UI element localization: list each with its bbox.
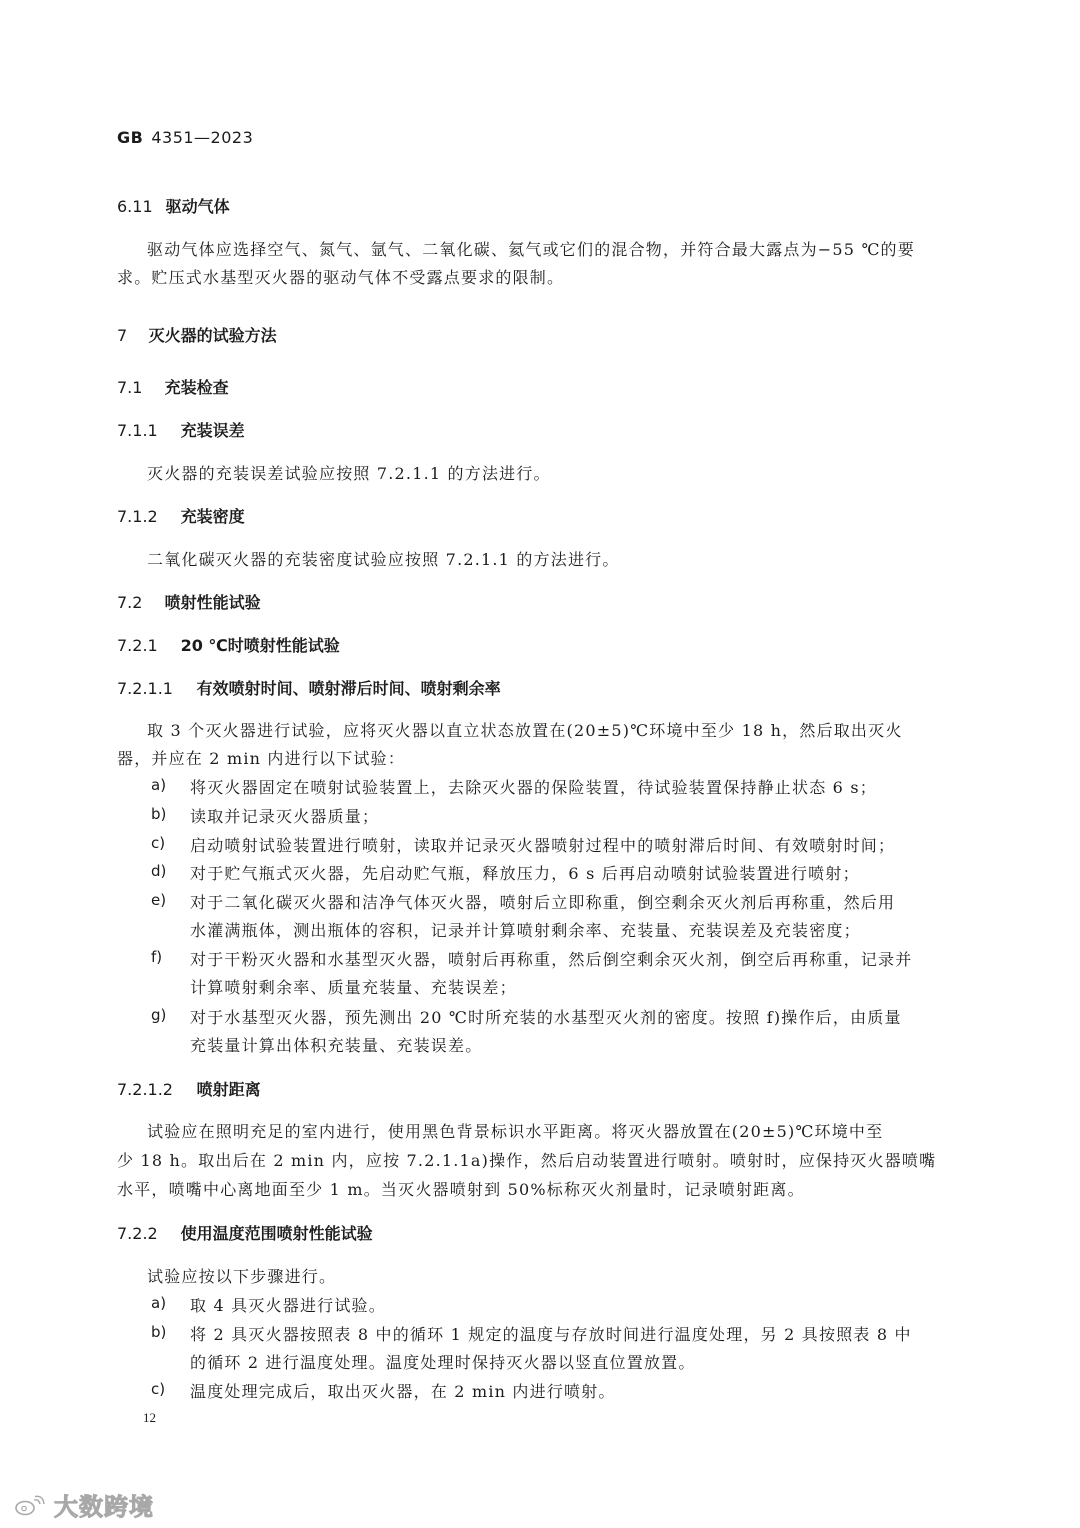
list-item-marker: f) [151, 948, 163, 966]
section-6-11-line-2: 求。贮压式水基型灭火器的驱动气体不受露点要求的限制。 [117, 268, 565, 287]
weibo-logo-icon [14, 1495, 48, 1515]
watermark-text: 大数跨境 [54, 1493, 154, 1521]
list-item-text: 计算喷射剩余率、质量充装量、充装误差； [190, 978, 517, 997]
section-7-2-1-heading: 7.2.1 20 ℃时喷射性能试验 [117, 636, 340, 655]
list-item-text: 温度处理完成后，取出灭火器，在 2 min 内进行喷射。 [190, 1382, 616, 1401]
section-7-heading: 7 灭火器的试验方法 [117, 326, 277, 345]
list-item-text: 将 2 具灭火器按照表 8 中的循环 1 规定的温度与存放时间进行温度处理，另 2 具按照表 8 中 [190, 1325, 912, 1344]
list-item-marker: d) [151, 862, 167, 880]
section-7-2-1-2-line-1: 试验应在照明充足的室内进行，使用黑色背景标识水平距离。将灭火器放置在(20±5)℃环境中至 [147, 1122, 884, 1141]
section-7-2-2-heading: 7.2.2 使用温度范围喷射性能试验 [117, 1224, 373, 1243]
section-7-2-1-1-intro-line-2: 器，并应在 2 min 内进行以下试验： [117, 749, 406, 768]
list-item-marker: g) [151, 1006, 167, 1024]
section-6-11-heading: 6.11 驱动气体 [117, 197, 230, 216]
section-7-1-heading: 7.1 充装检查 [117, 378, 229, 397]
section-7-2-1-1-intro-line-1: 取 3 个灭火器进行试验，应将灭火器以直立状态放置在(20±5)℃环境中至少 18 h，然后取出灭火 [147, 721, 903, 740]
section-7-1-2-text: 二氧化碳灭火器的充装密度试验应按照 7.2.1.1 的方法进行。 [147, 550, 620, 569]
page-number: 12 [143, 1410, 156, 1425]
list-item-marker: b) [151, 805, 167, 823]
list-item-marker: e) [151, 891, 167, 909]
section-7-2-1-1-heading: 7.2.1.1 有效喷射时间、喷射滞后时间、喷射剩余率 [117, 679, 501, 698]
list-item-text: 对于干粉灭火器和水基型灭火器，喷射后再称重，然后倒空剩余灭火剂，倒空后再称重，记录并 [190, 950, 913, 969]
section-7-2-1-2-heading: 7.2.1.2 喷射距离 [117, 1080, 261, 1099]
list-item-text: 将灭火器固定在喷射试验装置上，去除灭火器的保险装置，待试验装置保持静止状态 6 s； [190, 778, 877, 797]
list-item-text: 水灌满瓶体，测出瓶体的容积，记录并计算喷射剩余率、充装量、充装误差及充装密度； [190, 921, 861, 940]
list-item-text: 取 4 具灭火器进行试验。 [190, 1296, 386, 1315]
list-item-text: 对于水基型灭火器，预先测出 20 ℃时所充装的水基型灭火剂的密度。按照 f)操作后，由质量 [190, 1008, 902, 1027]
section-6-11-line-1: 驱动气体应选择空气、氮气、氩气、二氧化碳、氦气或它们的混合物，并符合最大露点为−55 ℃的要 [147, 240, 915, 259]
section-7-1-1-text: 灭火器的充装误差试验应按照 7.2.1.1 的方法进行。 [147, 464, 551, 483]
standard-prefix: GB [117, 128, 144, 147]
list-item-marker: c) [151, 1380, 166, 1398]
section-7-2-heading: 7.2 喷射性能试验 [117, 593, 261, 612]
list-item-marker: c) [151, 834, 166, 852]
list-item-marker: a) [151, 1294, 167, 1312]
list-item-marker: a) [151, 776, 167, 794]
list-item-text: 启动喷射试验装置进行喷射，读取并记录灭火器喷射过程中的喷射滞后时间、有效喷射时间； [190, 836, 896, 855]
watermark [14, 1487, 154, 1522]
section-7-2-2-intro: 试验应按以下步骤进行。 [147, 1267, 337, 1286]
list-item-text: 充装量计算出体积充装量、充装误差。 [190, 1036, 483, 1055]
list-item-text: 对于贮气瓶式灭火器，先启动贮气瓶，释放压力，6 s 后再启动喷射试验装置进行喷射； [190, 864, 860, 883]
document-header [117, 128, 253, 147]
list-item-marker: b) [151, 1323, 167, 1341]
list-item-text: 读取并记录灭火器质量； [190, 807, 380, 826]
section-7-2-1-2-line-2: 少 18 h。取出后在 2 min 内，应按 7.2.1.1a)操作，然后启动装置进行喷射。喷射时，应保持灭火器喷嘴 [117, 1151, 937, 1170]
standard-code: 4351—2023 [151, 128, 254, 147]
list-item-text: 的循环 2 进行温度处理。温度处理时保持灭火器以竖直位置放置。 [190, 1353, 696, 1372]
list-item-text: 对于二氧化碳灭火器和洁净气体灭火器，喷射后立即称重，倒空剩余灭火剂后再称重，然后用 [190, 893, 896, 912]
section-7-1-1-heading: 7.1.1 充装误差 [117, 421, 245, 440]
section-7-2-1-2-line-3: 水平，喷嘴中心离地面至少 1 m。当灭火器喷射到 50%标称灭火剂量时，记录喷射距离。 [117, 1180, 805, 1199]
section-7-1-2-heading: 7.1.2 充装密度 [117, 507, 245, 526]
